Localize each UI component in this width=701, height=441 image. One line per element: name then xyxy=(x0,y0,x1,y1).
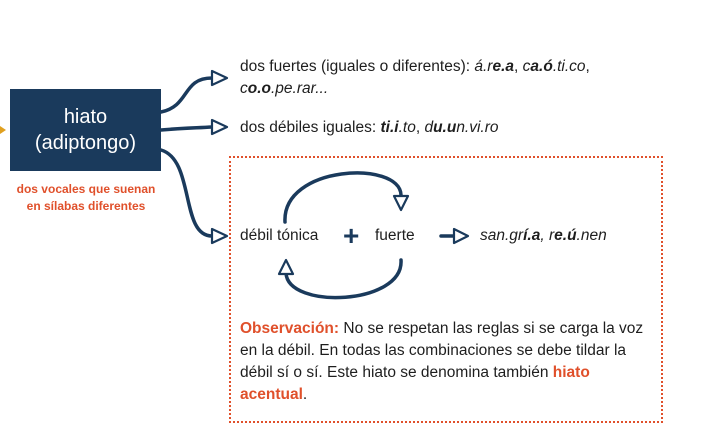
example-duunviro: du.un.vi.ro xyxy=(424,119,499,136)
example-cooperar: co.o.pe.rar... xyxy=(240,80,329,97)
observacion-note: Observación: No se respetan las reglas si se carga la voz en la débil. En todas las combinaciones se debe tildar la débil sí o sí. Este hiato se denomina también hiato acentual. xyxy=(240,320,644,403)
dos-fuertes-label: dos fuertes (iguales o diferentes): xyxy=(240,58,475,75)
example-sangria: san.grí.a xyxy=(480,227,541,244)
arrowhead-2 xyxy=(212,120,227,134)
fuerte-label: fuerte xyxy=(375,227,415,244)
example-caotico: ca.ó.ti.co xyxy=(522,58,586,75)
hiato-title: hiato xyxy=(63,106,108,128)
arrow-to-dos-fuertes xyxy=(161,78,212,112)
branch-dos-debiles: dos débiles iguales: ti.i.to, du.un.vi.ro xyxy=(240,119,499,136)
hiato-acentual-term: hiato acentual xyxy=(240,364,590,403)
branch-hiato-acentual-examples: san.grí.a, re.ú.nen xyxy=(480,227,607,244)
example-reunen: re.ú.nen xyxy=(548,227,607,244)
arrow-to-debil-tonica xyxy=(161,150,212,236)
dos-debiles-label: dos débiles iguales: xyxy=(240,119,381,136)
left-edge-marker xyxy=(0,126,6,134)
hiato-subtitle: (adiptongo) xyxy=(34,132,137,154)
example-tiito: ti.i.to xyxy=(380,119,416,136)
hiato-definition: dos vocales que suenan en sílabas diferentes xyxy=(16,182,156,213)
observacion-text: No se respetan las reglas si se carga la voz en la débil. En todas las combinaciones se debe tildar la débil sí o sí. Este hiato se denomina también xyxy=(240,320,644,381)
observacion-label: Observación: xyxy=(240,320,340,337)
arrowhead-3 xyxy=(212,229,227,243)
branch-dos-fuertes: dos fuertes (iguales o diferentes): á.re.a, ca.ó.ti.co, xyxy=(240,58,590,75)
plus-sign: + xyxy=(343,220,360,251)
debil-tonica-label: débil tónica xyxy=(240,227,319,244)
arrow-to-dos-debiles xyxy=(161,127,212,130)
hiato-box xyxy=(10,89,161,171)
arrowhead-1 xyxy=(212,71,227,85)
example-area: á.re.a xyxy=(474,58,515,75)
